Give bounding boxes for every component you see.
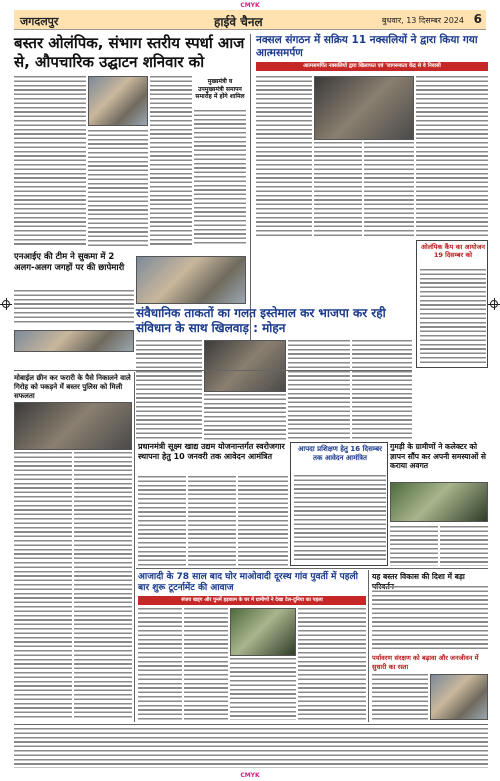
constitution-body-3	[352, 340, 412, 440]
tourism-photo	[430, 674, 488, 720]
mobile-body-2	[74, 452, 132, 720]
olympic-camp-box	[416, 240, 488, 368]
issue-date: बुधवार, 13 दिसम्बर 2024	[381, 16, 464, 25]
maoist-body-1	[138, 608, 182, 720]
constitution-headline: संवैधानिक ताकतों का गलत इस्तेमाल कर भाजपा कर रही संविधान के साथ खिलवाड़ : मोहन	[136, 306, 386, 335]
olympic-body-4	[194, 110, 246, 246]
scheme-body-3	[238, 476, 288, 566]
divider	[134, 372, 135, 722]
footer-strip	[14, 728, 488, 768]
constitution-photo-2	[204, 340, 286, 392]
mobile-photo	[14, 402, 132, 450]
olympic-headline: बस्तर ओलंपिक, संभाग स्तरीय स्पर्धा आज से, औपचारिक उद्घाटन शनिवार को	[14, 34, 245, 71]
constitution-body-4	[204, 394, 286, 440]
nia-photo	[136, 256, 246, 304]
olympic-body-3	[150, 76, 192, 246]
naxal-body-1	[256, 76, 312, 236]
print-color-mark-bottom: CMYK	[240, 772, 260, 779]
divider	[368, 570, 369, 722]
print-color-mark: CMYK	[240, 2, 260, 9]
villages-photo	[390, 482, 488, 522]
training-box	[290, 442, 388, 566]
maoist-body-3	[230, 658, 296, 720]
tourism-headline: यह बस्तर विकास की दिशा में बड़ा परिवर्तन	[372, 572, 465, 591]
paper-name: हाईवे चैनल	[214, 15, 263, 29]
training-headline: आपदा प्रशिक्षण हेतु 16 दिसम्बर तक आवेदन आमंत्रित	[298, 445, 382, 462]
naxal-body-4	[416, 76, 488, 236]
villages-body-2	[440, 526, 488, 566]
mobile-body-1	[14, 452, 72, 720]
naxal-body-2	[314, 142, 362, 238]
olympic-photo	[88, 76, 148, 126]
bottom-rule	[14, 724, 488, 725]
scheme-body-1	[138, 476, 186, 566]
nia-body	[14, 290, 134, 324]
maoist-photo	[230, 608, 296, 656]
registration-mark-icon	[2, 300, 10, 308]
olympic-body-1	[14, 76, 86, 246]
olympic-subhead: मुख्यमंत्री व उपमुख्यमंत्री समापन समारोह में होंगे शामिल	[195, 78, 245, 100]
naxal-band: आत्मसमर्पित नक्सलियों द्वारा खिलाफत एवं 'जागरूकता केंद्र से वे निवासी	[256, 62, 488, 71]
training-body	[294, 475, 386, 563]
constitution-body-2	[288, 340, 350, 440]
naxal-headline: नक्सल संगठन में सक्रिय 11 नक्सलियों ने द्वारा किया गया आत्मसमर्पण	[256, 34, 478, 59]
villages-body-1	[390, 526, 438, 566]
page-number: 6	[473, 12, 482, 26]
registration-mark-icon	[490, 300, 498, 308]
naxal-photo	[314, 76, 414, 140]
nia-headline: एनआईए की टीम ने सुकमा में 2 अलग-अलग जगहों पर की छापेमारी	[14, 252, 125, 273]
naxal-body-3	[364, 142, 414, 238]
villages-headline: गुमड़ी के ग्रामीणों ने कलेक्टर को ज्ञापन सौंप कर अपनी समस्याओं से कराया अवगत	[390, 442, 486, 470]
olympic-camp-body	[420, 269, 486, 365]
constitution-body-1	[136, 340, 202, 440]
maoist-body-4	[298, 608, 366, 720]
mobile-headline: मोबाईल छीन कर फरारी के पैसे निकालने वाले गिरोह को पकड़ने में बस्तर पुलिस को मिली सफलता	[14, 374, 131, 400]
scheme-body-2	[188, 476, 236, 566]
olympic-body-2	[88, 130, 148, 246]
divider	[136, 568, 488, 569]
city-name: जगदलपुर	[20, 15, 59, 28]
divider	[14, 370, 412, 371]
tourism-subhead: पर्यावरण संरक्षण को बढ़ावा और जनजीवन में सुधारी का रस्ता	[372, 654, 479, 671]
maoist-headline: आजादी के 78 साल बाद घोर माओवादी दूरस्थ गांव पुवर्ती में पहली बार शुरू टूटर्नामेंट की आवाज	[138, 572, 358, 593]
olympic-camp-title: ओलंपिक कैंप का आयोजन 19 दिसम्बर को	[420, 243, 486, 259]
maoist-band: संजय खड्ग और पुनर्मे हड़काम के घर में ग्रामीणों ने देखा टेल-दुनिया का पहला	[138, 596, 366, 605]
maoist-body-2	[184, 608, 228, 720]
page-header	[14, 10, 486, 30]
tourism-body-1	[372, 586, 488, 652]
constitution-photo	[14, 330, 134, 352]
tourism-body-2	[372, 674, 428, 720]
scheme-headline: प्रधानमंत्री सूक्ष्म खाद्य उद्यम योजनान्तर्गत स्वरोजगार स्थापना हेतु 10 जनवरी तक आवेदन आमंत्रित	[138, 442, 285, 461]
